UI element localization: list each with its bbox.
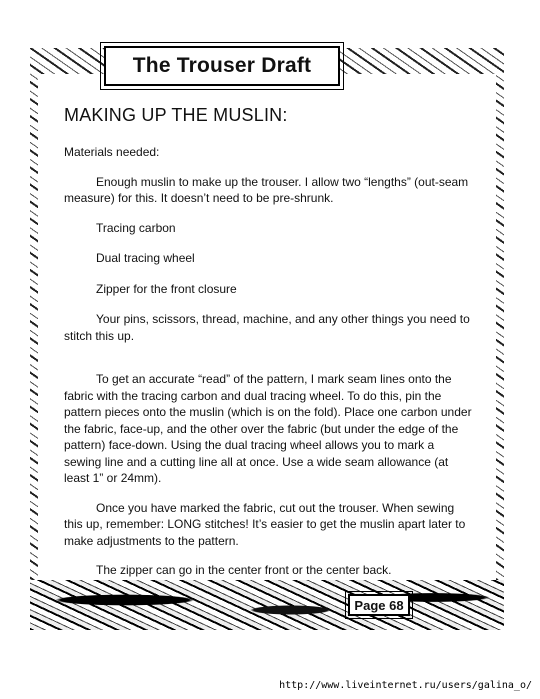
page-content [64,104,474,592]
page-number-box [348,594,410,616]
section-heading: MAKING UP THE MUSLIN: [64,105,288,125]
title-box [104,46,340,86]
source-url: http://www.liveinternet.ru/users/galina_o/ [279,680,532,691]
material-item: Dual tracing wheel [96,251,195,265]
paragraph-tools: Your pins, scissors, thread, machine, and any other things you need to stitch this up. [64,312,470,343]
paragraph-cut: Once you have marked the fabric, cut out the trouser. When sewing this up, remember: LONG stitches! It’s easier to get the muslin apart later to make adjustments to the pattern. [64,500,466,548]
paragraph-read: To get an accurate “read” of the pattern, I mark seam lines onto the fabric with the tracing carbon and dual tracing wheel. To do this, pin the pattern pieces onto the muslin (which is on the fold). Place one carbon under the fabric, face-up, and the other over the fabric (but under the edge of the pattern) face-down. Using the dual tracing wheel allows you to mark a sewing line and a cutting line all at once. Use a wide seam allowance (at least 1” or 24mm). [64,372,472,485]
material-item: Tracing carbon [96,220,176,235]
material-item: Zipper for the front closure [96,281,237,296]
page-title: The Trouser Draft [132,54,312,77]
spacer [64,357,474,371]
paragraph-zipper: The zipper can go in the center front or the center back. [96,563,392,577]
paragraph-muslin: Enough muslin to make up the trouser. I allow two “lengths” (out-seam measure) for this. It doesn’t need to be pre-shrunk. [64,174,469,205]
page-number: Page 68 [354,597,404,613]
materials-label: Materials needed: [64,145,160,159]
